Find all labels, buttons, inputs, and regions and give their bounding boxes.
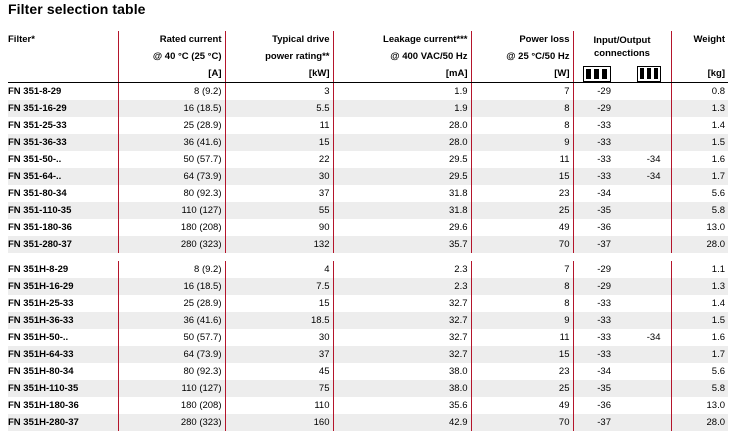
rated-current-cell: 280 (323) bbox=[118, 236, 225, 253]
connection-a-cell: -29 bbox=[573, 83, 621, 101]
connection-a-cell: -33 bbox=[573, 134, 621, 151]
header-io-line2: connections bbox=[594, 48, 650, 59]
rated-current-cell: 36 (41.6) bbox=[118, 312, 225, 329]
connection-a-cell: -33 bbox=[573, 346, 621, 363]
rated-current-cell: 110 (127) bbox=[118, 202, 225, 219]
power-loss-cell: 11 bbox=[471, 329, 573, 346]
connection-b-cell: -34 bbox=[646, 332, 661, 343]
filter-name-cell: FN 351-36-33 bbox=[8, 134, 118, 151]
table-row bbox=[8, 278, 728, 295]
drive-power-cell: 160 bbox=[225, 414, 333, 431]
header-leakage-line1: Leakage current*** bbox=[383, 34, 468, 45]
power-loss-cell: 25 bbox=[471, 380, 573, 397]
filter-name-cell: FN 351H-64-33 bbox=[8, 346, 118, 363]
power-loss-cell: 8 bbox=[471, 100, 573, 117]
rated-current-cell: 8 (9.2) bbox=[118, 83, 225, 101]
drive-power-cell: 37 bbox=[225, 346, 333, 363]
table-row bbox=[8, 151, 728, 168]
connection-a-cell: -35 bbox=[573, 380, 621, 397]
filter-name-cell: FN 351-50-.. bbox=[8, 154, 62, 165]
power-loss-cell: 23 bbox=[471, 185, 573, 202]
header-rated-current-line2: @ 40 °C (25 °C) bbox=[152, 51, 222, 62]
header-io-connections bbox=[573, 31, 671, 65]
leakage-current-cell: 42.9 bbox=[333, 414, 471, 431]
drive-power-cell: 15 bbox=[225, 134, 333, 151]
rated-current-cell: 8 (9.2) bbox=[118, 261, 225, 278]
header-drive-power-line1: Typical drive bbox=[272, 34, 330, 45]
header-leakage bbox=[333, 31, 471, 65]
connection-b-cell bbox=[621, 185, 671, 202]
drive-power-cell: 5.5 bbox=[225, 100, 333, 117]
filter-name-cell: FN 351H-16-29 bbox=[8, 278, 118, 295]
leakage-current-cell: 32.7 bbox=[333, 295, 471, 312]
weight-cell: 1.7 bbox=[671, 346, 728, 363]
header-power-loss-line2: @ 25 °C/50 Hz bbox=[506, 51, 570, 62]
drive-power-cell: 45 bbox=[225, 363, 333, 380]
group-separator bbox=[8, 253, 728, 261]
connection-b-cell bbox=[621, 100, 671, 117]
filter-name-cell: FN 351-280-37 bbox=[8, 236, 118, 253]
connection-b-cell bbox=[621, 397, 671, 414]
connection-a-cell: -33 bbox=[573, 329, 621, 346]
drive-power-cell: 18.5 bbox=[225, 312, 333, 329]
power-loss-cell: 11 bbox=[471, 151, 573, 168]
connection-b-cell bbox=[621, 261, 671, 278]
terminal-block-icon bbox=[583, 66, 611, 82]
leakage-current-cell: 28.0 bbox=[333, 134, 471, 151]
connector-b-cell bbox=[621, 65, 671, 83]
rated-current-cell: 280 (323) bbox=[118, 414, 225, 431]
table-row bbox=[8, 202, 728, 219]
leakage-current-cell: 35.6 bbox=[333, 397, 471, 414]
power-loss-cell: 25 bbox=[471, 202, 573, 219]
power-loss-cell: 49 bbox=[471, 219, 573, 236]
table-row bbox=[8, 363, 728, 380]
connection-a-cell: -37 bbox=[573, 414, 621, 431]
drive-power-cell: 55 bbox=[225, 202, 333, 219]
power-loss-cell: 7 bbox=[471, 83, 573, 101]
filter-name-cell: FN 351H-280-37 bbox=[8, 414, 118, 431]
page-title: Filter selection table bbox=[8, 1, 146, 17]
drive-power-cell: 15 bbox=[225, 295, 333, 312]
power-loss-cell: 15 bbox=[471, 168, 573, 185]
drive-power-cell: 30 bbox=[225, 168, 333, 185]
weight-cell: 1.7 bbox=[671, 168, 728, 185]
table-row bbox=[8, 185, 728, 202]
drive-power-cell: 11 bbox=[225, 117, 333, 134]
filter-selection-table bbox=[8, 31, 728, 431]
filter-name-cell: FN 351-25-33 bbox=[8, 120, 67, 131]
weight-cell: 13.0 bbox=[671, 219, 728, 236]
connection-a-cell: -35 bbox=[573, 202, 621, 219]
connection-b-cell bbox=[621, 117, 671, 134]
drive-power-cell: 4 bbox=[225, 261, 333, 278]
connection-a-cell: -33 bbox=[573, 295, 621, 312]
header-io-line1: Input/Output bbox=[593, 35, 651, 46]
connection-a-cell: -34 bbox=[573, 363, 621, 380]
drive-power-cell: 132 bbox=[225, 236, 333, 253]
weight-cell: 5.6 bbox=[671, 363, 728, 380]
header-weight: Weight bbox=[671, 31, 728, 65]
table-row bbox=[8, 117, 728, 134]
connection-a-cell: -37 bbox=[573, 236, 621, 253]
power-loss-cell: 8 bbox=[471, 278, 573, 295]
weight-cell: 1.4 bbox=[671, 117, 728, 134]
filter-name-cell: FN 351-180-36 bbox=[8, 222, 72, 233]
table-row bbox=[8, 414, 728, 431]
connection-b-cell bbox=[621, 236, 671, 253]
header-drive-power bbox=[225, 31, 333, 65]
drive-power-cell: 110 bbox=[225, 397, 333, 414]
connection-a-cell: -33 bbox=[573, 312, 621, 329]
connector-a-cell bbox=[573, 65, 621, 83]
header-row bbox=[8, 31, 728, 65]
weight-cell: 28.0 bbox=[671, 414, 728, 431]
connection-b-cell bbox=[621, 134, 671, 151]
connection-a-cell: -36 bbox=[573, 219, 621, 236]
header-rated-current bbox=[118, 31, 225, 65]
connection-b-cell bbox=[621, 414, 671, 431]
power-loss-cell: 9 bbox=[471, 312, 573, 329]
power-loss-cell: 15 bbox=[471, 346, 573, 363]
connection-a-cell: -29 bbox=[573, 261, 621, 278]
weight-cell: 0.8 bbox=[671, 83, 728, 101]
table-row bbox=[8, 236, 728, 253]
leakage-current-cell: 1.9 bbox=[333, 83, 471, 101]
power-loss-cell: 8 bbox=[471, 117, 573, 134]
units-row bbox=[8, 65, 728, 83]
weight-cell: 5.6 bbox=[671, 185, 728, 202]
filter-name-cell: FN 351H-80-34 bbox=[8, 366, 74, 377]
power-loss-cell: 7 bbox=[471, 261, 573, 278]
drive-power-cell: 3 bbox=[225, 83, 333, 101]
drive-power-cell: 90 bbox=[225, 219, 333, 236]
connection-b-cell bbox=[621, 346, 671, 363]
leakage-current-cell: 31.8 bbox=[333, 185, 471, 202]
connection-a-cell: -29 bbox=[573, 278, 621, 295]
connection-a-cell: -33 bbox=[573, 168, 621, 185]
unit-leakage: [mA] bbox=[333, 65, 471, 83]
connection-a-cell: -33 bbox=[573, 117, 621, 134]
power-loss-cell: 9 bbox=[471, 134, 573, 151]
filter-name-cell: FN 351H-180-36 bbox=[8, 400, 79, 411]
fn351h-rows bbox=[8, 261, 728, 431]
connection-a-cell: -29 bbox=[573, 100, 621, 117]
leakage-current-cell: 28.0 bbox=[333, 117, 471, 134]
leakage-current-cell: 31.8 bbox=[333, 202, 471, 219]
header-leakage-line2: @ 400 VAC/50 Hz bbox=[390, 51, 468, 62]
table-row bbox=[8, 329, 728, 346]
rated-current-cell: 25 (28.9) bbox=[118, 117, 225, 134]
connection-a-cell: -33 bbox=[573, 151, 621, 168]
power-loss-cell: 8 bbox=[471, 295, 573, 312]
drive-power-cell: 30 bbox=[225, 329, 333, 346]
drive-power-cell: 22 bbox=[225, 151, 333, 168]
filter-name-cell: FN 351H-36-33 bbox=[8, 312, 118, 329]
table-row bbox=[8, 380, 728, 397]
drive-power-cell: 7.5 bbox=[225, 278, 333, 295]
terminal-block-alt-icon bbox=[637, 66, 661, 82]
connection-b-cell bbox=[621, 278, 671, 295]
power-loss-cell: 49 bbox=[471, 397, 573, 414]
table-row bbox=[8, 312, 728, 329]
rated-current-cell: 50 (57.7) bbox=[118, 151, 225, 168]
connection-b-cell bbox=[621, 363, 671, 380]
filter-name-cell: FN 351H-8-29 bbox=[8, 264, 69, 275]
leakage-current-cell: 1.9 bbox=[333, 100, 471, 117]
connection-b-cell: -34 bbox=[646, 154, 661, 165]
weight-cell: 1.3 bbox=[671, 100, 728, 117]
rated-current-cell: 16 (18.5) bbox=[118, 278, 225, 295]
leakage-current-cell: 29.5 bbox=[333, 151, 471, 168]
unit-drive-power: [kW] bbox=[225, 65, 333, 83]
header-drive-power-line2: power rating** bbox=[265, 51, 330, 62]
rated-current-cell: 64 (73.9) bbox=[118, 346, 225, 363]
filter-name-cell: FN 351-80-34 bbox=[8, 188, 67, 199]
leakage-current-cell: 38.0 bbox=[333, 380, 471, 397]
drive-power-cell: 75 bbox=[225, 380, 333, 397]
connection-a-cell: -36 bbox=[573, 397, 621, 414]
weight-cell: 1.6 bbox=[671, 329, 728, 346]
table-row bbox=[8, 261, 728, 278]
leakage-current-cell: 38.0 bbox=[333, 363, 471, 380]
connection-b-cell: -34 bbox=[621, 168, 671, 185]
leakage-current-cell: 35.7 bbox=[333, 236, 471, 253]
header-rated-current-line1: Rated current bbox=[159, 34, 222, 45]
filter-name-cell: FN 351-8-29 bbox=[8, 86, 62, 97]
filter-name-cell: FN 351H-110-35 bbox=[8, 380, 118, 397]
unit-weight: [kg] bbox=[671, 65, 728, 83]
power-loss-cell: 70 bbox=[471, 414, 573, 431]
weight-cell: 1.5 bbox=[671, 312, 728, 329]
table-row bbox=[8, 100, 728, 117]
rated-current-cell: 16 (18.5) bbox=[118, 100, 225, 117]
filter-name-cell: FN 351-16-29 bbox=[8, 100, 118, 117]
connection-b-cell bbox=[621, 83, 671, 101]
weight-cell: 1.3 bbox=[671, 278, 728, 295]
power-loss-cell: 70 bbox=[471, 236, 573, 253]
connection-b-cell bbox=[621, 202, 671, 219]
filter-name-cell: FN 351-110-35 bbox=[8, 202, 118, 219]
leakage-current-cell: 29.5 bbox=[333, 168, 471, 185]
leakage-current-cell: 32.7 bbox=[333, 312, 471, 329]
unit-rated-current: [A] bbox=[118, 65, 225, 83]
leakage-current-cell: 29.6 bbox=[333, 219, 471, 236]
table-row bbox=[8, 219, 728, 236]
table-row bbox=[8, 397, 728, 414]
connection-b-cell bbox=[621, 295, 671, 312]
table-row bbox=[8, 168, 728, 185]
fn351-rows bbox=[8, 83, 728, 254]
weight-cell: 1.1 bbox=[671, 261, 728, 278]
rated-current-cell: 64 (73.9) bbox=[118, 168, 225, 185]
rated-current-cell: 180 (208) bbox=[118, 219, 225, 236]
leakage-current-cell: 32.7 bbox=[333, 346, 471, 363]
rated-current-cell: 80 (92.3) bbox=[118, 185, 225, 202]
weight-cell: 1.6 bbox=[671, 151, 728, 168]
leakage-current-cell: 32.7 bbox=[333, 329, 471, 346]
table-row bbox=[8, 134, 728, 151]
table-row bbox=[8, 295, 728, 312]
units-filter bbox=[8, 65, 118, 83]
filter-name-cell: FN 351H-50-.. bbox=[8, 332, 69, 343]
connection-a-cell: -34 bbox=[573, 185, 621, 202]
connection-b-cell bbox=[621, 219, 671, 236]
header-filter: Filter* bbox=[8, 34, 35, 45]
table-row bbox=[8, 83, 728, 101]
drive-power-cell: 37 bbox=[225, 185, 333, 202]
power-loss-cell: 23 bbox=[471, 363, 573, 380]
weight-cell: 1.4 bbox=[671, 295, 728, 312]
weight-cell: 1.5 bbox=[671, 134, 728, 151]
weight-cell: 5.8 bbox=[671, 202, 728, 219]
rated-current-cell: 180 (208) bbox=[118, 397, 225, 414]
connection-b-cell bbox=[621, 312, 671, 329]
weight-cell: 13.0 bbox=[671, 397, 728, 414]
header-power-loss-line1: Power loss bbox=[519, 34, 570, 45]
weight-cell: 5.8 bbox=[671, 380, 728, 397]
table-row bbox=[8, 346, 728, 363]
weight-cell: 28.0 bbox=[671, 236, 728, 253]
connection-b-cell bbox=[621, 380, 671, 397]
rated-current-cell: 110 (127) bbox=[118, 380, 225, 397]
filter-name-cell: FN 351-64-.. bbox=[8, 168, 118, 185]
header-power-loss bbox=[471, 31, 573, 65]
unit-power-loss: [W] bbox=[471, 65, 573, 83]
leakage-current-cell: 2.3 bbox=[333, 278, 471, 295]
rated-current-cell: 36 (41.6) bbox=[118, 134, 225, 151]
rated-current-cell: 25 (28.9) bbox=[118, 295, 225, 312]
rated-current-cell: 80 (92.3) bbox=[118, 363, 225, 380]
filter-name-cell: FN 351H-25-33 bbox=[8, 298, 74, 309]
rated-current-cell: 50 (57.7) bbox=[118, 329, 225, 346]
leakage-current-cell: 2.3 bbox=[333, 261, 471, 278]
